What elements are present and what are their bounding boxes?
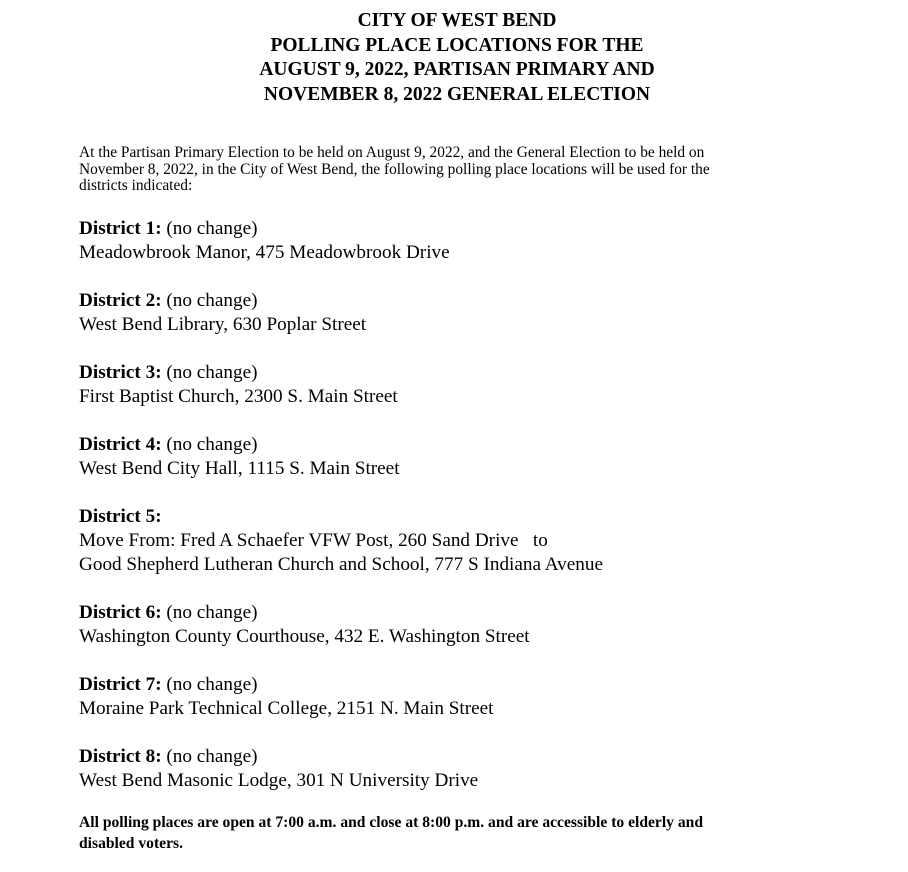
- intro-line: districts indicated:: [79, 177, 193, 194]
- district-location-from: Move From: Fred A Schaefer VFW Post, 260 Sand Drive to: [79, 530, 548, 551]
- district-heading: [79, 745, 879, 769]
- district-label: District 7:: [79, 674, 162, 695]
- district-heading: [79, 673, 879, 697]
- district-4: [79, 433, 879, 481]
- district-heading: [79, 361, 879, 385]
- footer-line: disabled voters.: [79, 834, 183, 852]
- district-location: First Baptist Church, 2300 S. Main Street: [79, 386, 398, 407]
- district-1: [79, 217, 879, 265]
- district-label: District 8:: [79, 746, 162, 767]
- district-location: Washington County Courthouse, 432 E. Washington Street: [79, 626, 530, 647]
- title-line: AUGUST 9, 2022, PARTISAN PRIMARY AND: [259, 59, 655, 80]
- district-label: District 4:: [79, 434, 162, 455]
- district-2: [79, 289, 879, 337]
- intro-line: At the Partisan Primary Election to be held on August 9, 2022, and the General Election to be held on: [79, 144, 705, 161]
- district-label: District 5:: [79, 506, 162, 527]
- district-label: District 2:: [79, 290, 162, 311]
- title-line: CITY OF WEST BEND: [357, 10, 557, 31]
- intro-line: November 8, 2022, in the City of West Bend, the following polling place locations will be used for the: [79, 160, 710, 178]
- district-note: (no change): [161, 362, 258, 383]
- district-heading: [79, 601, 879, 625]
- district-note: (no change): [161, 674, 258, 695]
- district-heading: [79, 289, 879, 313]
- district-note: (no change): [161, 434, 258, 455]
- district-7: [79, 673, 879, 721]
- district-note: (no change): [161, 746, 258, 767]
- district-location-to: Good Shepherd Lutheran Church and School, 777 S Indiana Avenue: [79, 554, 603, 575]
- district-heading: [79, 433, 879, 457]
- district-location: West Bend City Hall, 1115 S. Main Street: [79, 458, 400, 479]
- document-title: [0, 9, 908, 107]
- district-location: Moraine Park Technical College, 2151 N. Main Street: [79, 698, 494, 719]
- district-location: West Bend Masonic Lodge, 301 N University Drive: [79, 770, 479, 791]
- district-8: [79, 745, 879, 793]
- district-3: [79, 361, 879, 409]
- district-list: [79, 217, 879, 793]
- district-location: West Bend Library, 630 Poplar Street: [79, 314, 367, 335]
- district-label: District 3:: [79, 362, 162, 383]
- district-6: [79, 601, 879, 649]
- district-label: District 1:: [79, 218, 162, 239]
- hours-notice: [79, 813, 839, 854]
- district-heading: [79, 505, 879, 529]
- district-5: [79, 505, 879, 577]
- district-note: (no change): [161, 290, 258, 311]
- district-note: (no change): [161, 218, 258, 239]
- footer-line: All polling places are open at 7:00 a.m. and close at 8:00 p.m. and are accessible to elderly and: [79, 814, 704, 831]
- district-heading: [79, 217, 879, 241]
- intro-paragraph: [79, 145, 839, 195]
- district-label: District 6:: [79, 602, 162, 623]
- district-note: (no change): [161, 602, 258, 623]
- title-line: POLLING PLACE LOCATIONS FOR THE: [270, 34, 644, 56]
- district-location: Meadowbrook Manor, 475 Meadowbrook Drive: [79, 242, 450, 263]
- title-line: NOVEMBER 8, 2022 GENERAL ELECTION: [263, 83, 651, 105]
